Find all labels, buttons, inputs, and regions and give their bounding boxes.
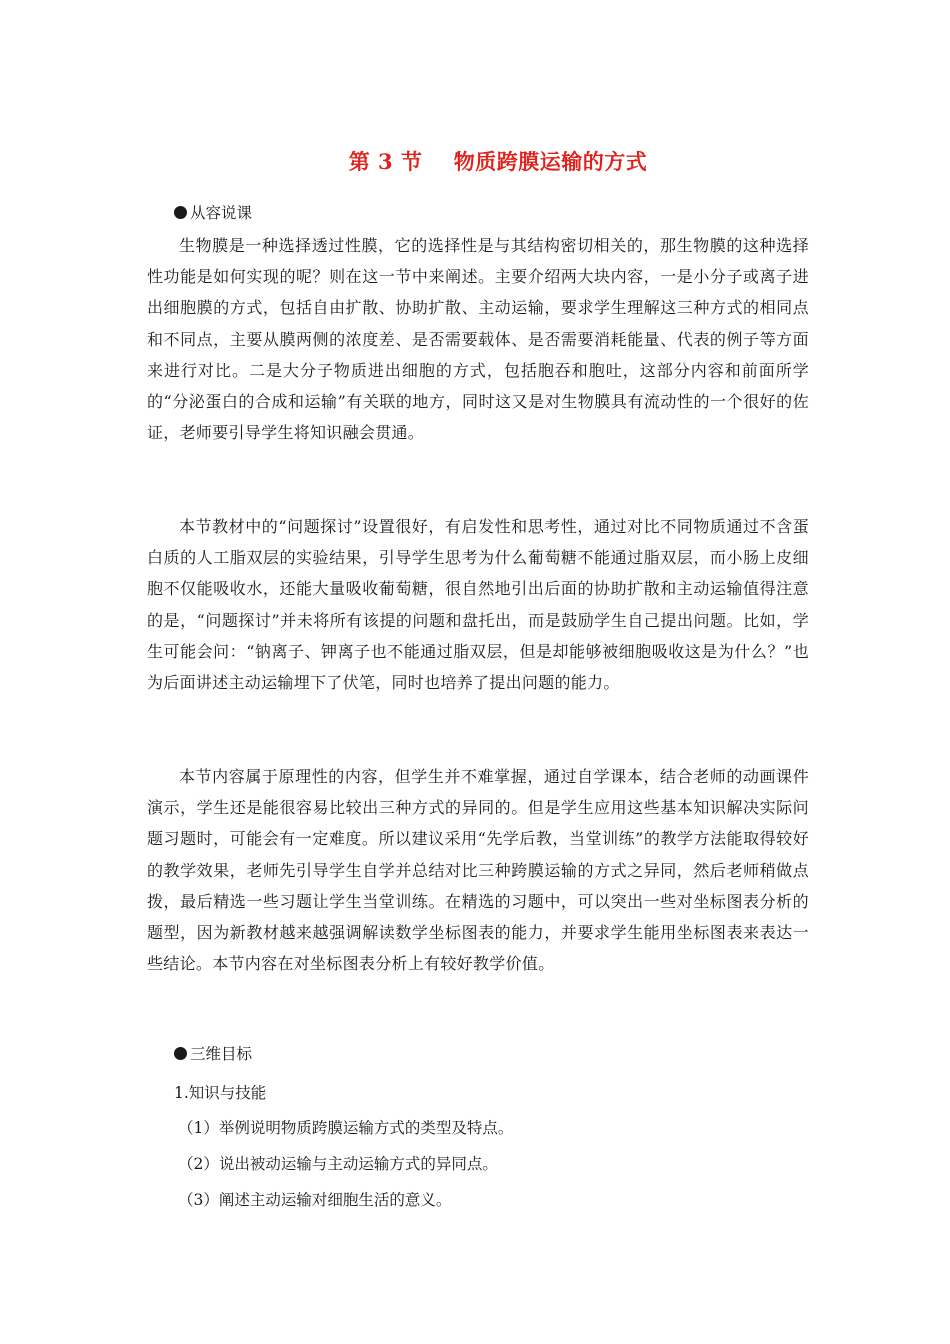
page-title: 第 3 节 物质跨膜运输的方式 <box>348 149 648 174</box>
bullet-icon <box>174 1047 187 1060</box>
list-item: （3）阐述主动运输对细胞生活的意义。 <box>178 1191 452 1209</box>
paragraph-2: 本节教材中的“问题探讨”设置很好，有启发性和思考性，通过对比不同物质通过不含蛋白质的人工脂双层的实验结果，引导学生思考为什么葡萄糖不能通过脂双层，而小肠上皮细胞不仅能吸收水，还能大量吸收葡萄糖，很自然地引出后面的协助扩散和主动运输值得注意的是，“问题探讨”并未将所有该提的问题和盘托出，而是鼓励学生自己提出问题。比如，学生可能会问：“钠离子、钾离子也不能通过脂双层，但是却能够被细胞吸收这是为什么？”也为后面讲述主动运输埋下了伏笔，同时也培养了提出问题的能力。 <box>147 517 809 693</box>
paragraph-3: 本节内容属于原理性的内容，但学生并不难掌握，通过自学课本，结合老师的动画课件演示，学生还是能很容易比较出三种方式的异同的。但是学生应用这些基本知识解决实际问题习题时，可能会有一定难度。所以建议采用“先学后教，当堂训练”的教学方法能取得较好的教学效果，老师先引导学生自学并总结对比三种跨膜运输的方式之异同，然后老师稍做点拨，最后精选一些习题让学生当堂训练。在精选的习题中，可以突出一些对坐标图表分析的题型，因为新教材越来越强调解读数学坐标图表的能力，并要求学生能用坐标图表来表达一些结论。本节内容在对坐标图表分析上有较好教学价值。 <box>147 767 809 974</box>
section-heading-label: 三维目标 <box>190 1045 253 1063</box>
section-heading-goals <box>174 1044 252 1064</box>
section-heading-label: 从容说课 <box>190 204 253 222</box>
bullet-icon <box>174 206 187 219</box>
subheading-knowledge-skills: 1.知识与技能 <box>174 1084 267 1102</box>
section-heading-shuoke <box>174 203 252 223</box>
list-item: （1）举例说明物质跨膜运输方式的类型及特点。 <box>178 1119 514 1137</box>
paragraph-1: 生物膜是一种选择透过性膜，它的选择性是与其结构密切相关的，那生物膜的这种选择性功能是如何实现的呢？则在这一节中来阐述。主要介绍两大块内容，一是小分子或离子进出细胞膜的方式，包括自由扩散、协助扩散、主动运输，要求学生理解这三种方式的相同点和不同点，主要从膜两侧的浓度差、是否需要载体、是否需要消耗能量、代表的例子等方面来进行对比。二是大分子物质进出细胞的方式，包括胞吞和胞吐，这部分内容和前面所学的“分泌蛋白的合成和运输”有关联的地方，同时这又是对生物膜具有流动性的一个很好的佐证，老师要引导学生将知识融会贯通。 <box>147 236 809 443</box>
list-item: （2）说出被动运输与主动运输方式的异同点。 <box>178 1155 498 1173</box>
